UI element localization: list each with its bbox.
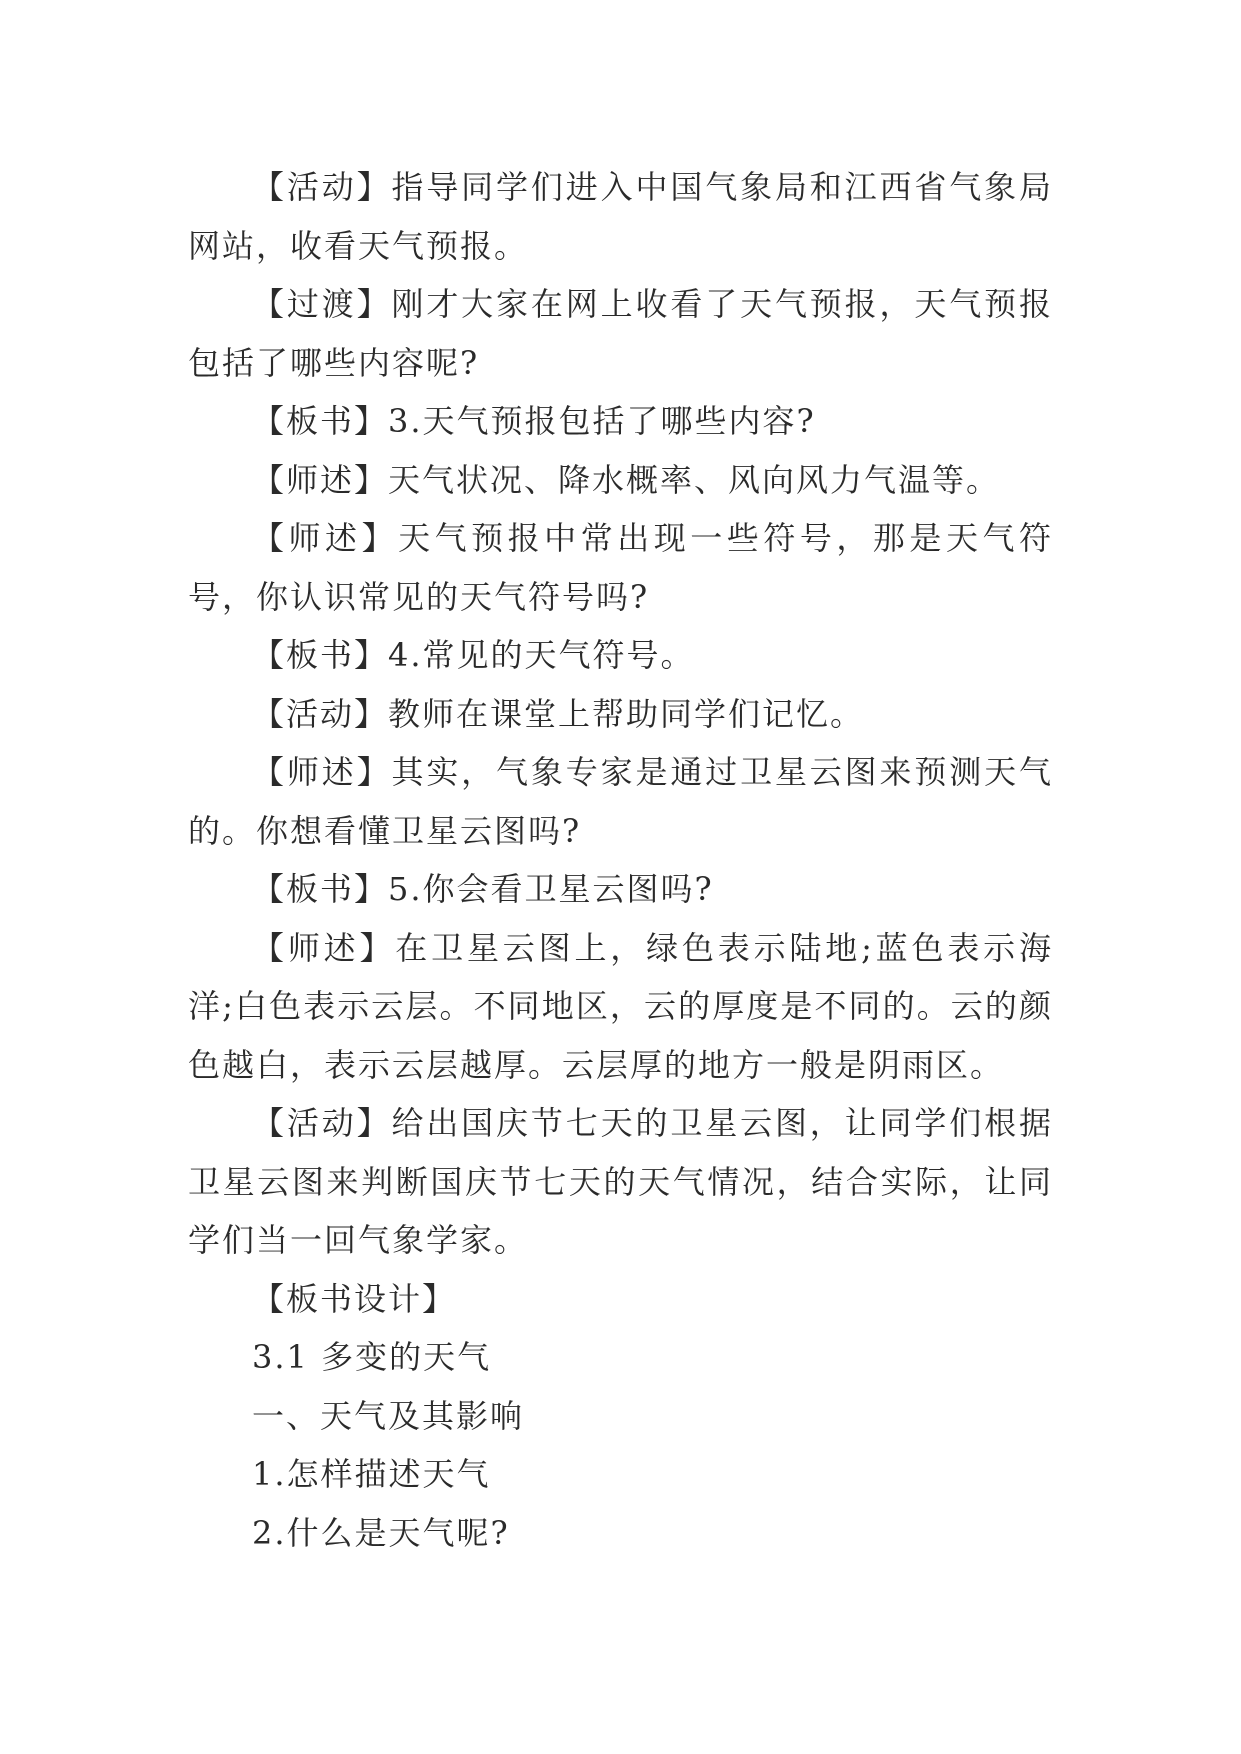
- paragraph-activity-website: 【活动】指导同学们进入中国气象局和江西省气象局网站，收看天气预报。: [188, 168, 1053, 265]
- paragraph-teacher-forecast-content: 【师述】天气状况、降水概率、风向风力气温等。: [252, 460, 1001, 499]
- paragraph-teacher-satellite: 【师述】其实，气象专家是通过卫星云图来预测天气的。你想看懂卫星云图吗?: [188, 753, 1053, 850]
- document-body: [188, 158, 1053, 1562]
- board-design-title: 3.1 多变的天气: [252, 1338, 492, 1376]
- board-design-section: 一、天气及其影响: [252, 1396, 525, 1435]
- paragraph-board-3: 【板书】3.天气预报包括了哪些内容?: [252, 402, 816, 440]
- board-design-item: 2.什么是天气呢?: [252, 1513, 510, 1552]
- board-design-heading: 【板书设计】: [252, 1279, 457, 1318]
- paragraph-activity-memory: 【活动】教师在课堂上帮助同学们记忆。: [252, 694, 865, 733]
- paragraph-board-4: 【板书】4.常见的天气符号。: [252, 636, 695, 674]
- paragraph-teacher-weather-symbols: 【师述】天气预报中常出现一些符号，那是天气符号，你认识常见的天气符号吗?: [188, 519, 1053, 616]
- paragraph-board-5: 【板书】5.你会看卫星云图吗?: [252, 870, 714, 908]
- paragraph-transition: 【过渡】刚才大家在网上收看了天气预报，天气预报包括了哪些内容呢?: [188, 285, 1053, 382]
- board-design-item: 1.怎样描述天气: [252, 1455, 491, 1493]
- paragraph-activity-national-day: 【活动】给出国庆节七天的卫星云图，让同学们根据卫星云图来判断国庆节七天的天气情况，结合实际，让同学们当一回气象学家。: [188, 1104, 1053, 1259]
- paragraph-teacher-cloud-colors: 【师述】在卫星云图上，绿色表示陆地;蓝色表示海洋;白色表示云层。不同地区，云的厚度是不同的。云的颜色越白，表示云层越厚。云层厚的地方一般是阴雨区。: [188, 928, 1053, 1084]
